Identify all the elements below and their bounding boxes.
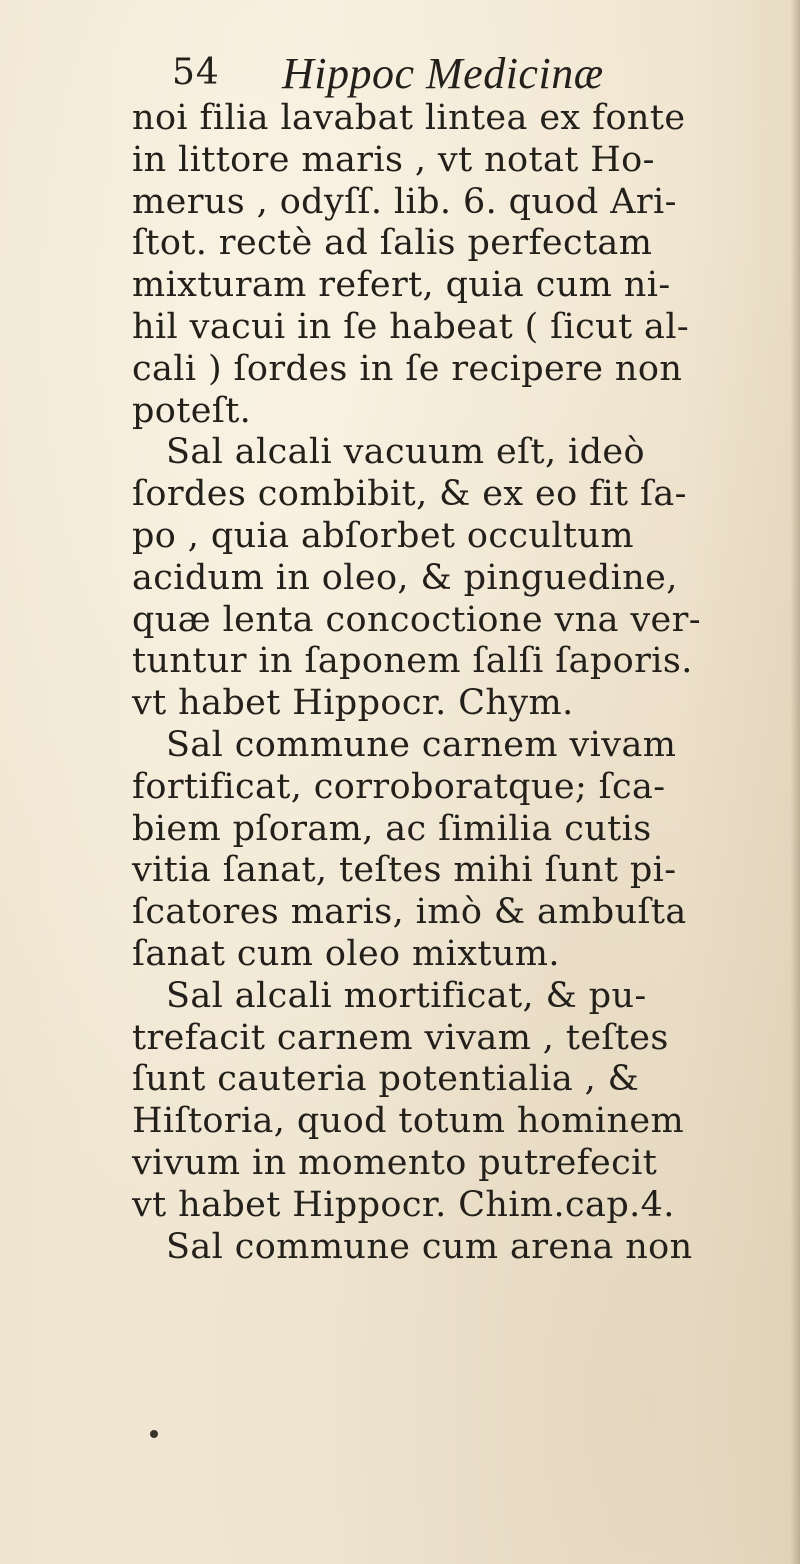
text-line: po , quia abſorbet occultum [132,515,634,556]
text-line: vt habet Hippocr. Chim.cap.4. [132,1184,675,1225]
text-line: cali ) ſordes in ſe recipere non [132,348,683,389]
page-header [172,48,732,98]
text-line: acidum in oleo, & pinguedine, [132,557,678,598]
text-line: in littore maris , vt notat Ho- [132,139,655,180]
text-line: ſunt cauteria potentialia , & [132,1059,640,1100]
text-line: biem pſoram, ac ſimilia cutis [132,808,652,849]
text-line: hil vacui in ſe habeat ( ſicut al- [132,306,690,347]
text-line: tuntur in ſaponem ſalſi ſaporis. [132,641,693,682]
text-line: quæ lenta concoctione vna ver- [132,599,702,640]
running-title: Hippoc Medicinæ [282,49,604,98]
body-text [132,98,772,1268]
paragraph-start-line: Sal alcali vacuum eſt, ideò [166,432,646,473]
page-edge-shadow [790,0,800,1564]
text-line: vivum in momento putrefecit [132,1142,658,1183]
text-line: ſcatores maris, imò & ambuſta [132,892,687,933]
text-line: poteſt. [132,390,252,431]
text-line: merus , odyſſ. lib. 6. quod Ari- [132,181,677,222]
text-line: noi filia lavabat lintea ex fonte [132,98,686,138]
text-line: vitia ſanat, teſtes mihi ſunt pi- [132,850,677,891]
ink-spot-mark [150,1430,158,1438]
paragraph-start-line: Sal commune carnem vivam [166,724,677,765]
paragraph-start-line: Sal commune cum arena non [166,1226,693,1267]
text-line: trefacit carnem vivam , teſtes [132,1017,669,1058]
paragraph-start-line: Sal alcali mortificat, & pu- [166,975,647,1016]
text-line: vt habet Hippocr. Chym. [132,683,574,724]
text-line: ſordes combibit, & ex eo fit ſa- [132,474,687,515]
text-line: ſanat cum oleo mixtum. [132,933,560,974]
page-number: 54 [172,52,220,93]
text-line: mixturam refert, quia cum ni- [132,265,671,306]
text-line: Hiſtoria, quod totum hominem [132,1101,685,1142]
text-line: fortificat, corroboratque; ſca- [132,766,666,807]
text-line: ſtot. rectè ad ſalis perfectam [132,223,653,264]
